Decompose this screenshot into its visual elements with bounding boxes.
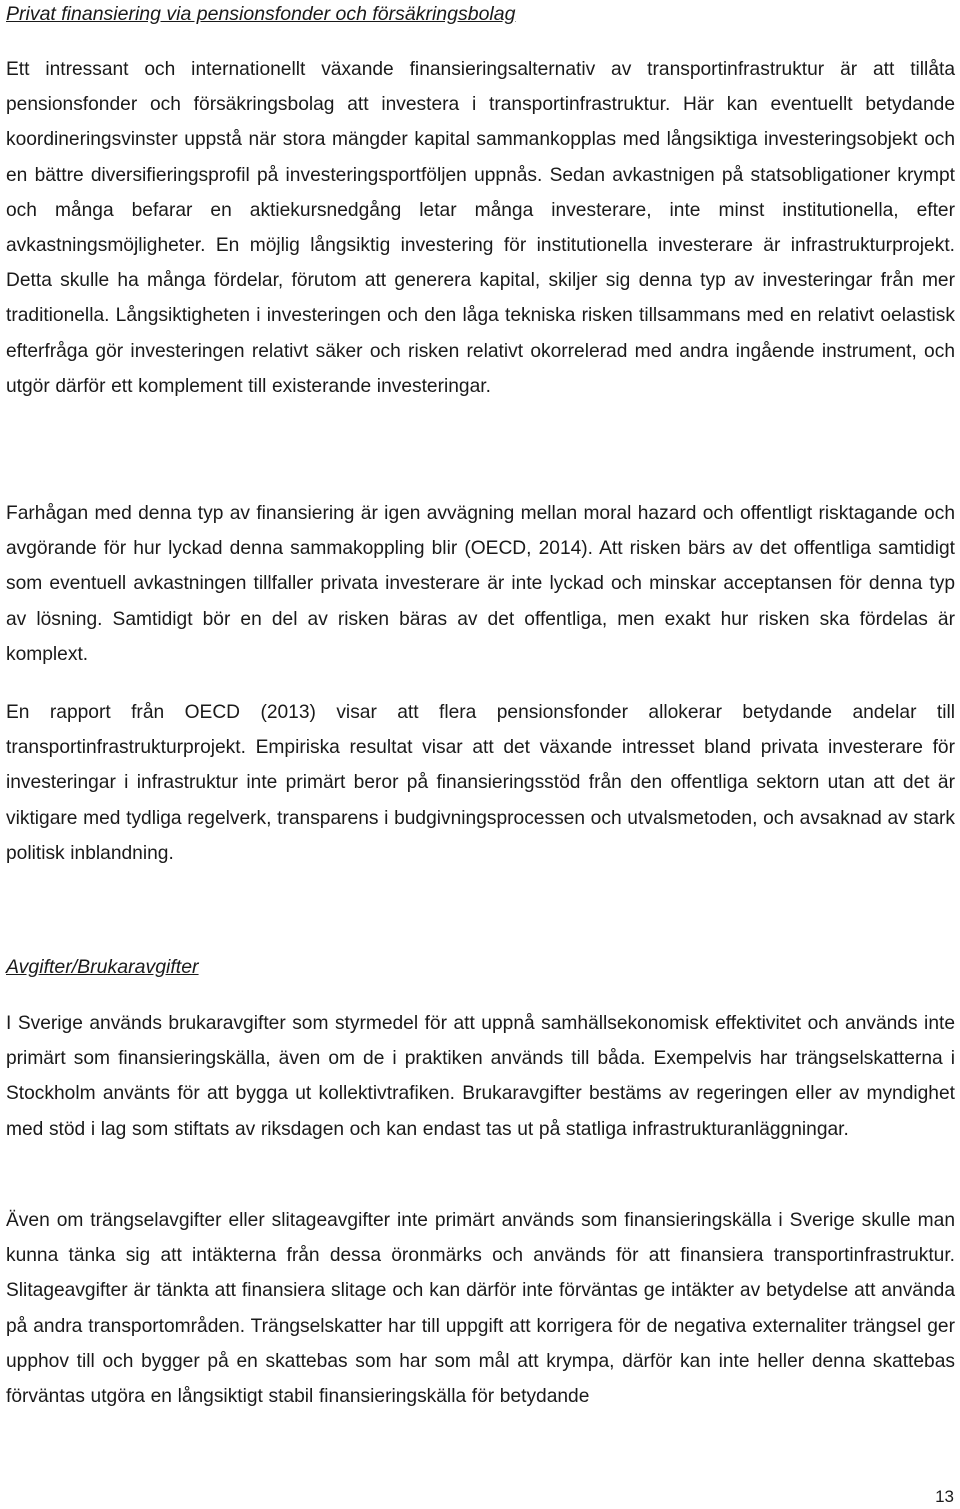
page-number: 13 (935, 1487, 954, 1506)
section-heading-user-fees: Avgifter/Brukaravgifter (6, 956, 199, 978)
paragraph-congestion-fees: Även om trängselavgifter eller slitageavgifter inte primärt används som finansieringskälla i Sverige skulle man kunna tänka sig att intäkterna från dessa öronmärks och används för att finansiera transportinfrastruktur. Slitageavgifter är tänkta att finansiera slitage och kan därför inte förväntas ge intäkter av betydelse att använda på andra transportområden. Trängselskatter har till uppgift att korrigera för de negativa externaliter trängsel ger upphov till och bygger på en skattebas som har som mål att krympa, därför kan inte heller denna skattebas förväntas utgöra en långsiktigt stabil finansieringskälla för betydande (6, 1210, 955, 1408)
section-heading-private-financing: Privat finansiering via pensionsfonder och försäkringsbolag (6, 3, 516, 25)
paragraph-user-fees-sweden: I Sverige används brukaravgifter som styrmedel för att uppnå samhällsekonomisk effektivitet och används inte primärt som finansieringskälla, även om de i praktiken används till båda. Exempelvis har trängselskatterna i Stockholm använts för att bygga ut kollektivtrafiken. Brukaravgifter bestäms av regeringen eller av myndighet med stöd i lag som stiftats av riksdagen och kan endast tas ut på statliga infrastrukturanläggningar. (6, 1013, 955, 1140)
paragraph-pension-funds-intro: Ett intressant och internationellt växande finansieringsalternativ av transportinfrastruktur är att tillåta pensionsfonder och försäkringsbolag att investera i transportinfrastruktur. Här kan eventuellt betydande koordineringsvinster uppstå när stora mängder kapital sammankopplas med långsiktiga investeringsobjekt och en bättre diversifieringsprofil på investeringsportföljen uppnås. Sedan avkastnigen på statsobligationer krympt och många befarar en aktiekursnedgång letar många investerare, inte minst institutionella, efter avkastningsmöjligheter. En möjlig långsiktig investering för institutionella investerare är infrastrukturprojekt. Detta skulle ha många fördelar, förutom att generera kapital, skiljer sig denna typ av investeringar från mer traditionella. Långsiktigheten i investeringen och den låga tekniska risken tillsammans med en relativt oelastisk efterfråga gör investeringen relativt säker och risken relativt okorrelerad med andra ingående instrument, och utgör därför ett komplement till existerande investeringar. (6, 59, 955, 397)
paragraph-oecd-report: En rapport från OECD (2013) visar att flera pensionsfonder allokerar betydande andelar till transportinfrastrukturprojekt. Empiriska resultat visar att det växande intresset bland privata investerare för investeringar i infrastruktur inte primärt beror på finansieringsstöd från den offentliga sektorn utan att det är viktigare med tydliga regelverk, transparens i budgivningsprocessen och utvalsmetoden, och avsaknad av stark politisk inblandning. (6, 702, 955, 864)
paragraph-moral-hazard: Farhågan med denna typ av finansiering är igen avvägning mellan moral hazard och offentligt risktagande och avgörande för hur lyckad denna sammakoppling blir (OECD, 2014). Att risken bärs av det offentliga samtidigt som eventuell avkastningen tillfaller privata investerare är inte lyckad och minskar acceptansen för denna typ av lösning. Samtidigt bör en del av risken bäras av det offentliga, men exakt hur risken ska fördelas är komplext. (6, 503, 955, 665)
